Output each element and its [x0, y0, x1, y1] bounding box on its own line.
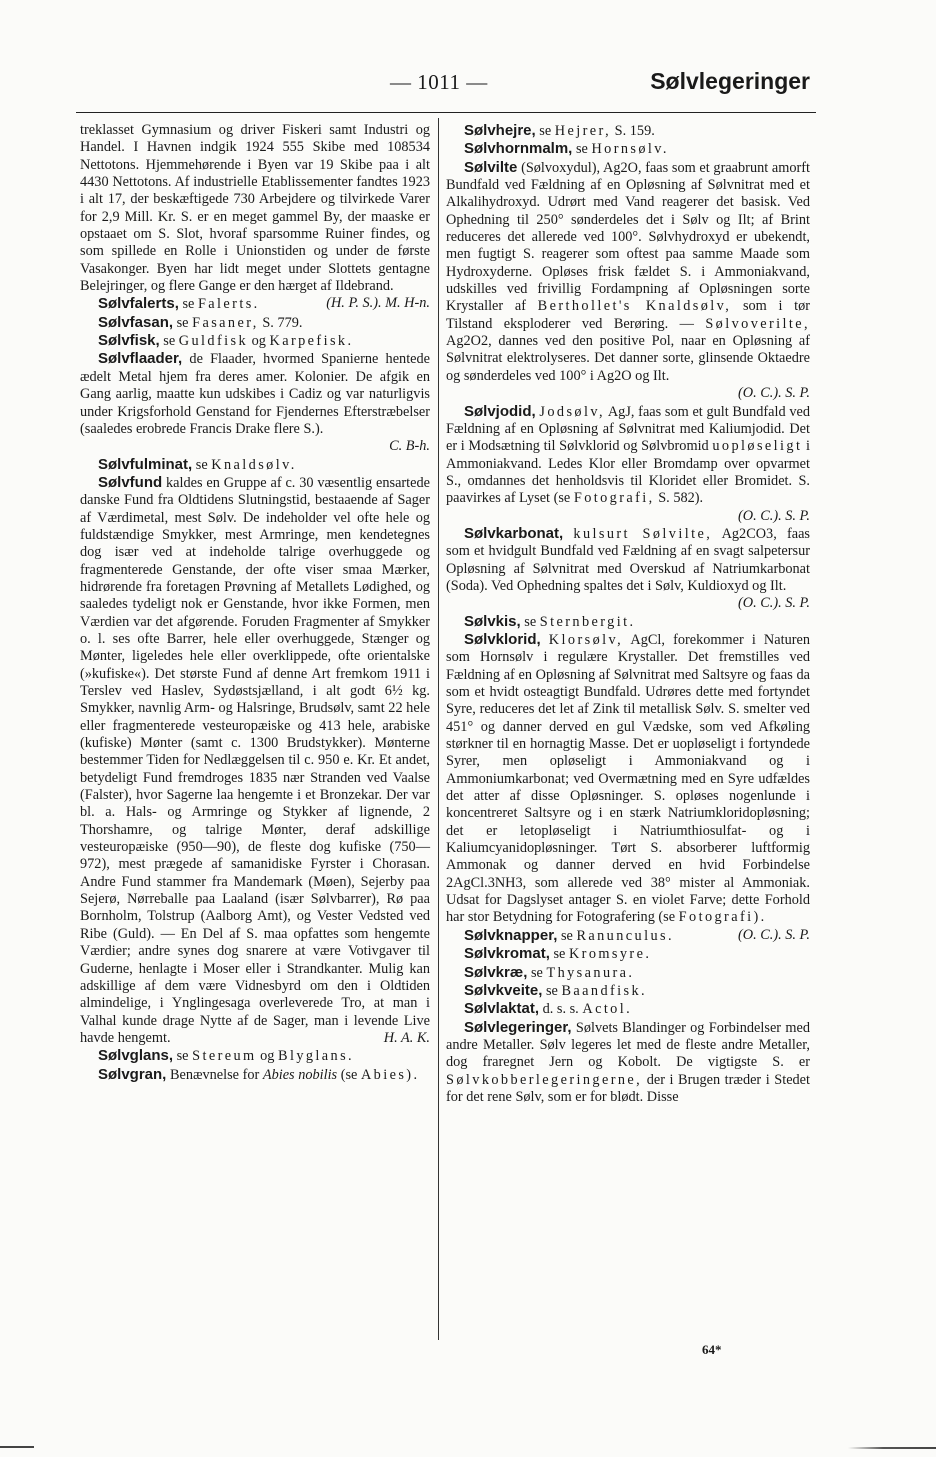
headword: Sølvilte — [464, 158, 518, 176]
page-header — [80, 66, 810, 106]
entry-solvkis: Sølvkis, se Sternbergit. — [464, 612, 636, 630]
headword: Sølvfasan, — [98, 313, 174, 331]
headword: Sølvknapper, — [464, 926, 558, 944]
entry-solvkarbonat: Sølvkarbonat, kulsurt Sølvilte, Ag2CO3, faas som et hvidgult Bundfald ved Fældning af en svagt salpetersur Opløsning af Sølvnitrat med Overskud af Natriumkarbonat (Soda). Ved Ophedning spaltes det i Sølv, Kuldioxyd og Ilt. — [446, 524, 810, 594]
entry-solvlaktat: Sølvlaktat, d. s. s. Actol. — [464, 1000, 633, 1018]
cross-reference: Guldfisk — [178, 333, 249, 350]
headword: Sølvkveite, — [464, 981, 543, 999]
cross-reference: Berthollet's Knaldsølv, — [537, 298, 732, 315]
page-number: — 1011 — — [390, 70, 488, 94]
entry-solvkromat: Sølvkromat, se Kromsyre. — [464, 945, 652, 963]
cross-reference: Ranunculus. — [576, 927, 674, 944]
entry-solvgran: Sølvgran, Benævnelse for Abies nobilis (se Abies). — [98, 1065, 420, 1083]
cross-reference: Fasaner, — [192, 314, 259, 331]
signature-mark: 64* — [702, 1342, 722, 1357]
headword: Sølvfund — [98, 473, 163, 491]
cross-reference: Blyglans. — [278, 1048, 355, 1065]
column-divider — [438, 118, 439, 1340]
entry-solvfasan: Sølvfasan, se Fasaner, S. 779. — [98, 313, 303, 331]
left-column — [80, 122, 430, 1084]
cross-reference: Sølvoverilte, — [705, 315, 810, 332]
right-column — [446, 122, 810, 1106]
entry-solvfulminat: Sølvfulminat, se Knaldsølv. — [98, 455, 297, 473]
scan-smudge — [848, 1447, 936, 1449]
running-head: Sølvlegeringer — [650, 68, 810, 94]
cross-reference: Jodsølv, — [539, 403, 605, 420]
author-signature: (H. P. S.). M. H-n. — [326, 295, 430, 312]
cross-reference: Baandfisk. — [561, 982, 648, 999]
entry-solvhejre: Sølvhejre, se Hejrer, S. 159. — [464, 122, 655, 139]
headword: Sølvkromat, — [464, 945, 550, 963]
headword: Sølvkræ, — [464, 963, 528, 981]
cross-reference: Klorsølv, — [548, 631, 624, 648]
entry-solvknapper: Sølvknapper, se Ranunculus. — [464, 926, 674, 944]
cross-reference: Abies). — [360, 1066, 420, 1083]
headword: Sølvhejre, — [464, 122, 536, 139]
header-rule — [76, 112, 816, 113]
cross-reference: Actol. — [582, 1001, 633, 1018]
author-signature: C. B-h. — [389, 438, 430, 455]
cross-reference: Thysanura. — [546, 964, 635, 981]
headword: Sølvlegeringer, — [464, 1018, 572, 1036]
entry-solvjodid: Sølvjodid, Jodsølv, AgJ, faas som et gult Bundfald ved Fældning af en Opløsning af Sølvnitrat med Kaliumjodid. Det er i Modsætning til Sølvklorid og Sølvbromid uopløseligt i Ammoniakvand. Ledes Klor eller Bromdamp over opvarmet S., omdannes det henholdsvis til Kloridet eller Bromidet. S. paavirkes af Lyset (se Fotografi, S. 582). — [446, 402, 810, 507]
paragraph-continuation: treklasset Gymnasium og driver Fiskeri samt Industri og Handel. I Havnen indgik 1924 555 Skibe med 108534 Nettotons. Hjemmehørende i Byen var 19 Skibe paa i alt 4430 Nettotons. Af industrielle Etablissementer fandtes 1923 i alt 17, der beskæftigede 730 Arbejdere og tilvirkede Varer for 2,9 Mill. Kr. S. er en meget gammel By, der maaske er opstaaet om S. Slot, hvoraf sparsomme Ruiner findes, og som spillede en Rolle i Unionstiden og under de første Vasakonger. Byen har lidt meget under Slottets gentagne Belejringer, og flere Gange er den hærget af Ildebrand. (H. P. S.). M. H-n. — [80, 122, 430, 312]
author-signature: (O. C.). S. P. — [737, 595, 810, 612]
entry-solvhornmalm: Sølvhornmalm, se Hornsølv. — [464, 140, 669, 158]
cross-reference: Kromsyre. — [568, 946, 652, 963]
cross-reference: Karpefisk. — [269, 333, 354, 350]
headword: Sølvfulminat, — [98, 455, 193, 473]
cross-reference: Falerts. — [197, 296, 260, 313]
cross-reference: Fotografi). — [678, 909, 767, 926]
headword: Sølvfalerts, — [98, 295, 179, 313]
entry-solvflaader: Sølvflaader, de Flaader, hvormed Spanierne hentede ædelt Metal hjem fra deres amer. Kolonier. De afgik en Gang aarlig, maatte kun udskibes i Cadiz og var naturligvis under Krigsforhold Genstand for Fjendernes Efterstræbelser (saaledes erobrede Francis Drake flere S.). — [80, 350, 431, 437]
headword: Sølvgran, — [98, 1065, 167, 1083]
emphasis: uopløseligt — [712, 438, 803, 455]
entry-solvilte: Sølvilte (Sølvoxydul), Ag2O, faas som et graabrunt amorft Bundfald ved Fældning af en Opløsning af Sølvnitrat med et Alkalihydroxyd. Udrørt med Vand reagerer det basisk. Ved Ophedning til 250° sønderdeles det i Sølv og Ilt; af Brint reduceres det allerede ved 100°. Sølvhydroxyd er ubekendt, men fugtigt S. reagerer som oftest paa samme Maade som Hydroxyderne. Opløses frisk fældet S. i Ammoniakvand, udskilles ved frivillig Fordampning af Opløsningen sorte Krystaller af Berthollet's Knaldsølv, som i tør Tilstand eksploderer ved Berøring. — Sølvoverilte, Ag2O2, dannes ved den positive Pol, naar en Opløsning af Sølvnitrat elektrolyseres. Det danner sorte, glinsende Oktaedre og sønderdeles ved 100° i Ag2O og Ilt. — [446, 158, 811, 384]
entry-solvklorid: Sølvklorid, Klorsølv, AgCl, forekommer i Naturen som Hornsølv i regulære Krystaller. Det fremstilles ved Fældning af en Opløsning af Sølvnitrat med Saltsyre og faas da som et hvidt osteagtigt Bundfald. Udrøres dette med fortyndet Syre, reduceres det let af Zink til metallisk Sølv. S. smelter ved 451° og danner derved en gul Vædske, som ved Afkøling størkner til en hornagtig Masse. Det er uopløseligt i fortyndede Syrer, men opløseligt i Ammoniakvand og i Ammoniumkarbonat; ved Overmætning med en Syre udfældes det atter af disse Opløsninger. S. opløses nogenlunde i koncentreret Saltsyre og i en stærk Natriumkloridopløsning; det er letopløseligt i Natriumthiosulfat- og i Kaliumcyanidopløsninger. Tørt S. absorberer luftformig Ammonak og danner derved en hvid Forbindelse 2AgCl.3NH3, som allerede ved 38° mister al Ammoniak. Udsat for Dagslyset antager S. en violet Farve; dette Forhold har stor Betydning for Fotografering (se Fotografi). (O. C.). S. P. — [446, 630, 810, 943]
entry-solvkveite: Sølvkveite, se Baandfisk. — [464, 981, 648, 999]
headword: Sølvkarbonat, — [464, 524, 564, 542]
latin-name: Abies nobilis — [262, 1066, 338, 1083]
entry-solvkrae: Sølvkræ, se Thysanura. — [464, 963, 635, 981]
cross-reference: Hornsølv. — [591, 141, 669, 158]
headword: Sølvglans, — [98, 1047, 174, 1065]
entry-solvfisk: Sølvfisk, se Guldfisk og Karpefisk. — [98, 332, 354, 350]
headword: Sølvkis, — [464, 612, 521, 630]
headword: Sølvfisk, — [98, 332, 160, 350]
author-signature: H. A. K. — [383, 1029, 430, 1046]
cross-reference: kulsurt Sølvilte, — [573, 525, 713, 542]
author-signature: (O. C.). S. P. — [737, 507, 810, 524]
entry-solvlegeringer: Sølvlegeringer, Sølvets Blandinger og Forbindelser med andre Metaller. Sølv legeres let med de fleste andre Metaller, dog fraregnet Jern og Kobolt. De vigtigste S. er Sølvkobberlegeringerne, der i Brugen træder i Stedet for det rene Sølv, som er for blødt. Disse — [446, 1018, 811, 1105]
cross-reference: Hejrer, — [554, 123, 612, 139]
author-signature: (O. C.). S. P. — [737, 926, 810, 943]
cross-reference: Sølvkobberlegeringerne, — [446, 1071, 643, 1088]
cross-reference: Fotografi, — [573, 490, 655, 507]
headword: Sølvklorid, — [464, 630, 541, 648]
headword: Sølvhornmalm, — [464, 140, 573, 158]
headword: Sølvlaktat, — [464, 1000, 540, 1018]
headword: Sølvjodid, — [464, 402, 536, 420]
entry-solvfalerts: Sølvfalerts, se Falerts. — [98, 295, 260, 313]
cross-reference: Knaldsølv. — [211, 456, 297, 473]
entry-solvglans: Sølvglans, se Stereum og Blyglans. — [98, 1047, 355, 1065]
headword: Sølvflaader, — [98, 350, 183, 368]
cross-reference: Sternbergit. — [539, 613, 636, 630]
author-signature: (O. C.). S. P. — [737, 385, 810, 402]
entry-solvfund: Sølvfund kaldes en Gruppe af c. 30 væsentlig ensartede danske Fund fra Oldtidens Slutningstid, bestaaende af Sager af Værdimetal, mest Sølv. De indeholder vel ofte hele og fuldstændige Smykker, mest Armringe, men kendetegnes dog især ved at indeholde talrige overhuggede og fragmenterede Genstande, der ofte viser smaa Mærker, hidrørende fra foretagen Prøvning af Metallets Lødighed, og saaledes tydeligt nok er Genstande, hvor ikke Formen, men Værdien var det afgørende. Foruden Fragmenter af Smykker o. l. ses ofte Barrer, hele eller overhuggede, Stænger og Mønter, ligeledes hele eller overklippede, ofte orientalske (»kufiske«). Det største Fund af denne Art fremkom 1911 i Terslev ved Haslev, Sydøstsjælland, i alt godt 6½ kg. Smykker, navnlig Arm- og Halsringe, Brudsølv, samt 22 hele eller fragmenterede vesteuropæiske og 413 hele, arabiske (kufiske) Mønter (samt c. 1300 Brudstykker). Mønterne bestemmer Tiden for Nedlæggelsen til c. 950 e. Kr. Et andet, betydeligt Fund fremdroges 1835 nær Stranden ved Vaalse (Falster), hvor Sagerne laa hengemte i et Bronzekar. Der var bl. a. Hals- og Armringe og Stykker af lignende, 2 Thorshamre, og talrige Mønter, deraf adskillige vesteuropæiske (950—90), de fleste dog kufiske (750—972), mest prægede af samanidiske Fyrster i Chorasan. Andre Fund stammer fra Mandemark (Møen), Sejerby paa Sejerø, Nørreballe paa Laaland (især Sølvbarrer), Rø paa Bornholm, Tolstrup (Aalborg Amt), og Vester Vedsted ved Ribe (Guld). — En Del af S. maa opfattes som hengemte Værdier; andre synes dog snarere at være Votivgaver til Guderne, henlagte i Moser eller i Strandkanter. Mulig kan adskillige af dem være Vidnesbyrd om den i Oldtiden almindelige, i Ynglingesaga overleverede Tro, at man i Valhal kunde drage Nytte af de Sager, man i levende Live havde hengemt. H. A. K. — [80, 473, 430, 1046]
scan-smudge — [0, 1446, 34, 1448]
cross-reference: Stereum — [192, 1048, 257, 1065]
